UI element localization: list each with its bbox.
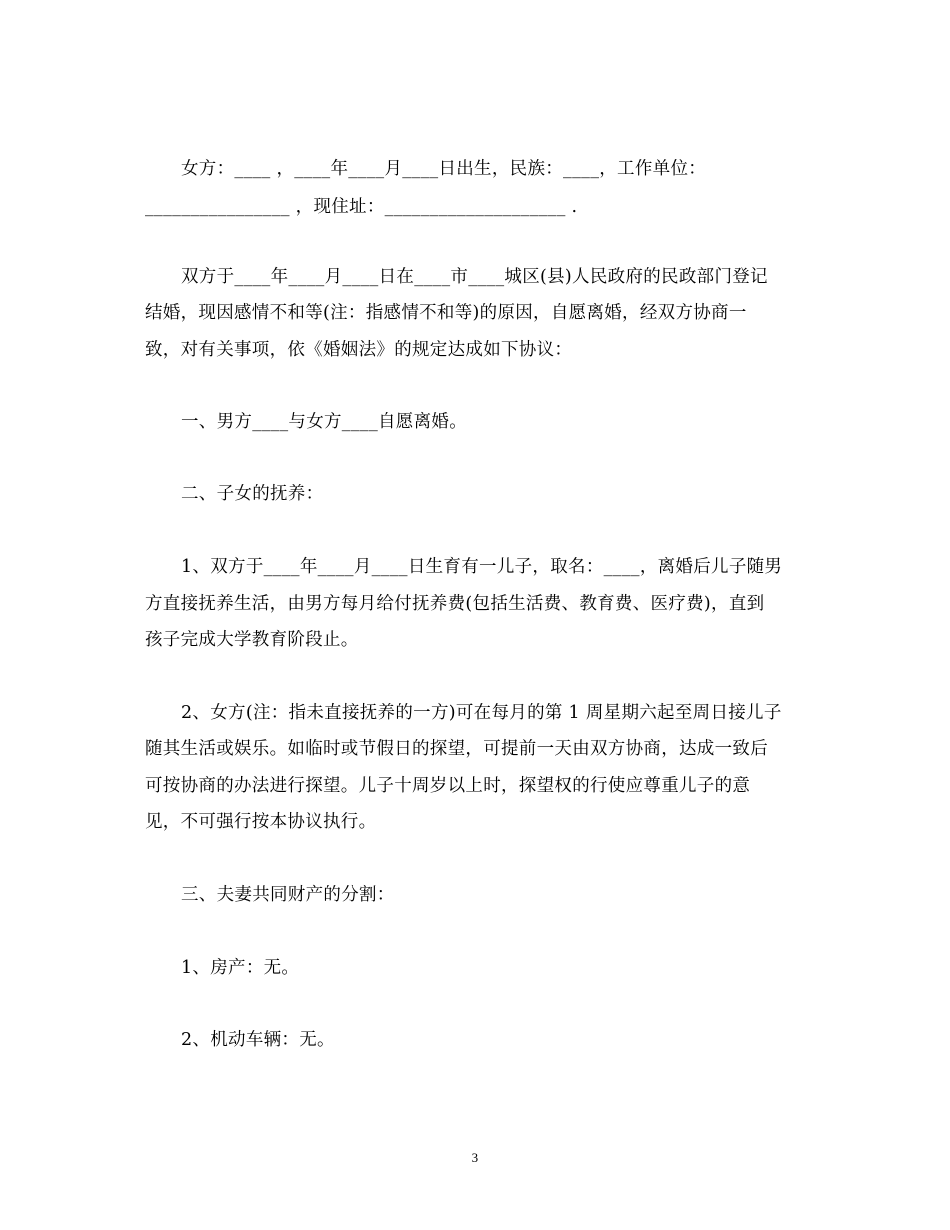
clause-2-item-1-line-2: 方直接抚养生活，由男方每月给付抚养费(包括生活费、教育费、医疗费)，直到	[145, 594, 765, 614]
female-party-line-1: 女方：____ ，____年____月____日出生，民族：____，工作单位：	[181, 159, 707, 179]
page-number: 3	[471, 1150, 479, 1165]
clause-2-item-1-line-3: 孩子完成大学教育阶段止。	[145, 630, 359, 650]
clause-3-item-2-line: 2、机动车辆：无。	[181, 1030, 335, 1050]
clause-3-item-1-line: 1、房产：无。	[181, 958, 300, 978]
marriage-statement-line-2: 结婚，现因感情不和等(注：指感情不和等)的原因，自愿离婚，经双方协商一	[145, 303, 747, 323]
clause-2-item-2-line-1: 2、女方(注：指未直接抚养的一方)可在每月的第 1 周星期六起至周日接儿子	[181, 703, 782, 723]
clause-2-item-2-line-3: 可按协商的办法进行探望。儿子十周岁以上时，探望权的行使应尊重儿子的意	[145, 776, 751, 796]
clause-3-heading: 三、夫妻共同财产的分割：	[181, 885, 395, 905]
clause-2-item-2-line-2: 随其生活或娱乐。如临时或节假日的探望，可提前一天由双方协商，达成一致后	[145, 739, 768, 759]
marriage-statement-line-3: 致，对有关事项，依《婚姻法》的规定达成如下协议：	[145, 340, 573, 360]
marriage-statement-line-1: 双方于____年____月____日在____市____城区(县)人民政府的民政部门登记	[181, 267, 768, 287]
clause-2-item-1-line-1: 1、双方于____年____月____日生育有一儿子，取名：____，离婚后儿子随男	[181, 557, 783, 577]
clause-2-heading: 二、子女的抚养：	[181, 484, 324, 504]
clause-2-item-2-line-4: 见，不可强行按本协议执行。	[145, 812, 377, 832]
clause-1-line: 一、男方____与女方____自愿离婚。	[181, 412, 467, 432]
female-party-line-2: ________________ ，现住址：____________________ .	[145, 197, 578, 217]
